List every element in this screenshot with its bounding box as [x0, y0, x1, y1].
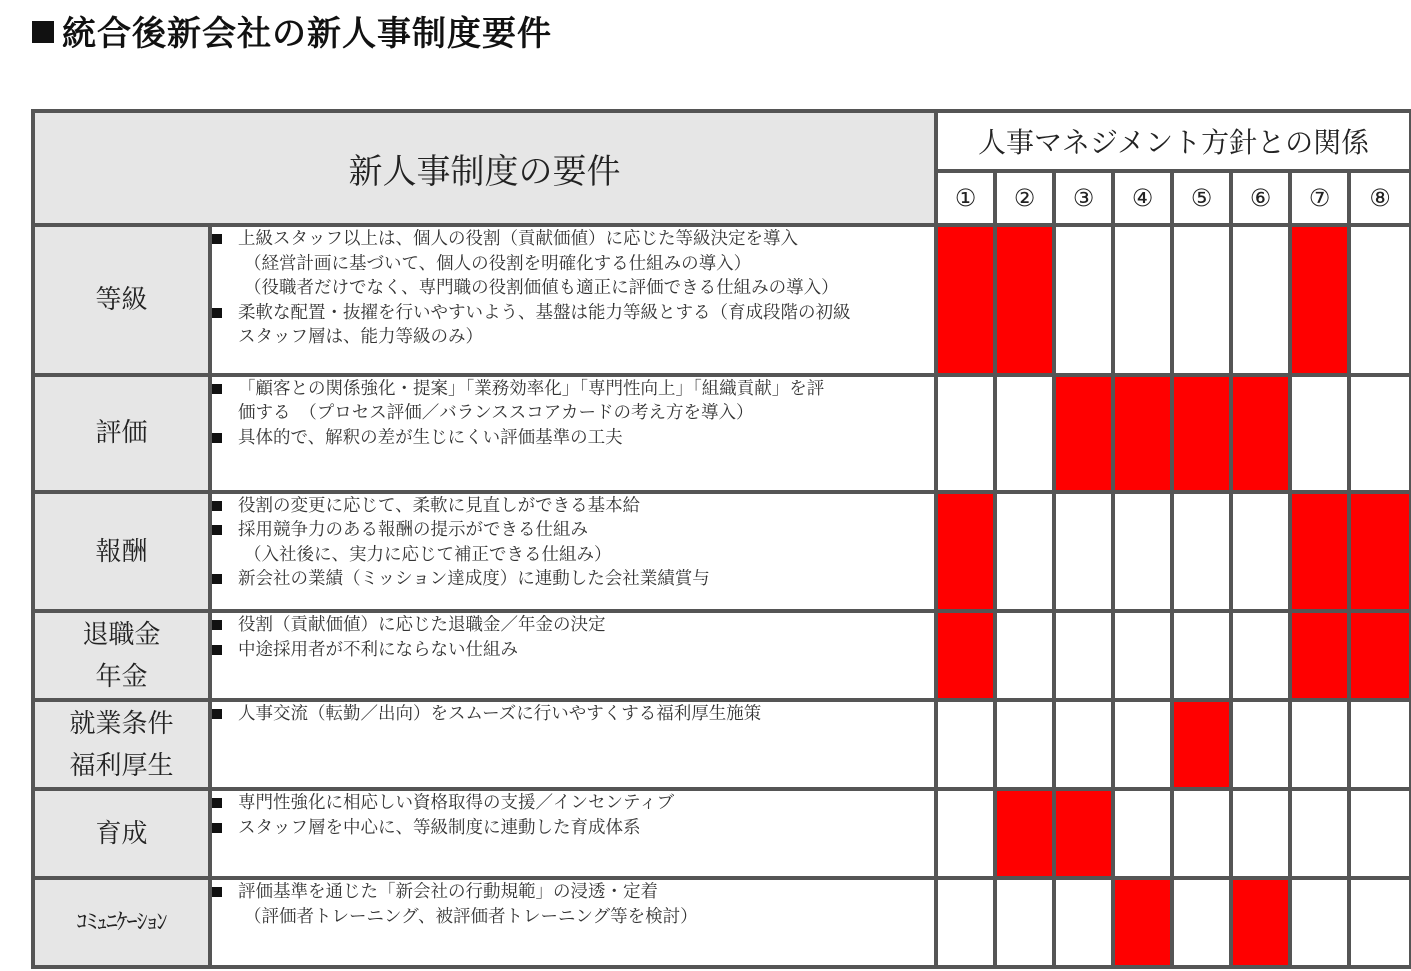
page-title [32, 6, 552, 55]
policy-number: ⑥ [1231, 171, 1290, 225]
requirement-description [210, 375, 936, 492]
requirement-text: 価する （プロセス評価／バランススコアカードの考え方を導入） [238, 403, 754, 424]
policy-mark-off [995, 878, 1054, 967]
policy-mark-off [995, 375, 1054, 492]
policy-mark-on [1113, 878, 1172, 967]
policy-mark-off [1231, 225, 1290, 375]
policy-mark-off [1349, 375, 1411, 492]
policy-mark-off [1349, 700, 1411, 789]
requirement-item [212, 227, 934, 301]
requirements-header: 新人事制度の要件 [33, 111, 936, 225]
policy-mark-off [1290, 375, 1349, 492]
requirement-item [212, 791, 934, 816]
requirement-text: （役職者だけでなく、専門職の役割価値も適正に評価できる仕組みの導入） [244, 278, 839, 298]
category-label: 等級 [95, 284, 148, 315]
policy-mark-off [995, 492, 1054, 611]
policy-number: ④ [1113, 171, 1172, 225]
requirement-description [210, 700, 936, 789]
policy-mark-off [1231, 700, 1290, 789]
policy-mark-on [1113, 375, 1172, 492]
requirement-item [212, 880, 934, 929]
category-cell [33, 878, 210, 967]
requirement-item [212, 426, 934, 451]
requirement-text: 役割の変更に応じて、柔軟に見直しができる基本給 [238, 495, 641, 516]
policy-mark-off [1054, 611, 1113, 700]
requirement-item [212, 613, 934, 638]
requirement-item [212, 638, 934, 663]
category-label: 福利厚生 [69, 750, 174, 781]
policy-number: ⑤ [1172, 171, 1231, 225]
policy-mark-off [1113, 492, 1172, 611]
requirement-row [33, 789, 1411, 878]
policy-mark-off [1113, 700, 1172, 789]
category-cell [33, 789, 210, 878]
policy-mark-off [1349, 789, 1411, 878]
policy-mark-off [995, 700, 1054, 789]
policy-mark-off [1113, 225, 1172, 375]
policy-mark-off [1054, 878, 1113, 967]
requirement-text: 専門性強化に相応しい資格取得の支援／インセンティブ [238, 793, 675, 814]
requirement-row [33, 225, 1411, 375]
policy-mark-on [936, 492, 995, 611]
policy-mark-off [995, 611, 1054, 700]
policy-mark-off [936, 878, 995, 967]
policy-number: ⑧ [1349, 171, 1411, 225]
requirement-item [212, 567, 934, 592]
category-cell [33, 375, 210, 492]
category-label: 就業条件 [69, 708, 174, 739]
category-cell [33, 225, 210, 375]
policy-mark-off [1172, 225, 1231, 375]
square-bullet-icon [32, 21, 54, 43]
policy-mark-on [995, 225, 1054, 375]
requirement-item [212, 816, 934, 841]
requirement-item [212, 301, 934, 350]
requirement-row [33, 375, 1411, 492]
category-cell [33, 700, 210, 789]
policy-number: ② [995, 171, 1054, 225]
category-label: 退職金 [82, 619, 161, 650]
page-title-text: 統合後新会社の新人事制度要件 [62, 14, 552, 54]
requirement-description [210, 611, 936, 700]
policy-mark-on [1349, 492, 1411, 611]
requirement-text: 具体的で、解釈の差が生じにくい評価基準の工夫 [238, 427, 623, 448]
requirement-text: スタッフ層は、能力等級のみ） [238, 327, 483, 347]
policy-mark-off [1113, 789, 1172, 878]
requirement-row [33, 611, 1411, 700]
requirement-text: 役割（貢献価値）に応じた退職金／年金の決定 [238, 615, 606, 636]
requirements-table [31, 109, 1411, 969]
header-row-top [33, 111, 1411, 171]
requirement-item [212, 518, 934, 567]
category-cell [33, 492, 210, 611]
policy-mark-on [1172, 700, 1231, 789]
requirement-text: 中途採用者が不利にならない仕組み [238, 639, 518, 660]
policy-mark-off [1349, 878, 1411, 967]
category-label: ｺﾐｭﾆｹｰｼｮﾝ [76, 909, 167, 935]
policy-relation-header: 人事マネジメント方針との関係 [936, 111, 1411, 171]
requirement-row [33, 878, 1411, 967]
policy-mark-off [1172, 492, 1231, 611]
policy-number: ③ [1054, 171, 1113, 225]
policy-mark-on [1172, 375, 1231, 492]
policy-mark-off [1172, 878, 1231, 967]
policy-mark-on [1054, 375, 1113, 492]
policy-mark-off [1054, 225, 1113, 375]
policy-mark-on [1054, 789, 1113, 878]
requirement-text: スタッフ層を中心に、等級制度に連動した育成体系 [238, 817, 641, 838]
policy-mark-on [936, 225, 995, 375]
policy-mark-on [1290, 492, 1349, 611]
requirement-text: 上級スタッフ以上は、個人の役割（貢献価値）に応じた等級決定を導入 [238, 229, 798, 249]
policy-mark-on [1349, 611, 1411, 700]
requirement-row [33, 492, 1411, 611]
policy-mark-off [1054, 700, 1113, 789]
policy-mark-off [1290, 878, 1349, 967]
requirement-text: 人事交流（転勤／出向）をスムーズに行いやすくする福利厚生施策 [238, 704, 762, 725]
requirement-text: （評価者トレーニング、被評価者トレーニング等を検討） [244, 906, 698, 927]
category-cell [33, 611, 210, 700]
policy-mark-off [1231, 492, 1290, 611]
policy-mark-off [1290, 789, 1349, 878]
requirement-text: 新会社の業績（ミッション達成度）に連動した会社業績賞与 [238, 569, 710, 590]
requirement-text: 採用競争力のある報酬の提示ができる仕組み [238, 520, 588, 541]
policy-mark-off [1172, 611, 1231, 700]
category-label: 報酬 [95, 536, 148, 567]
policy-mark-off [1349, 225, 1411, 375]
requirement-text: （経営計画に基づいて、個人の役割を明確化する仕組みの導入） [244, 253, 752, 274]
policy-mark-on [1290, 611, 1349, 700]
policy-mark-off [1113, 611, 1172, 700]
requirement-row [33, 700, 1411, 789]
policy-mark-off [1290, 700, 1349, 789]
policy-mark-off [936, 789, 995, 878]
category-label: 年金 [95, 661, 148, 692]
policy-mark-off [936, 375, 995, 492]
policy-mark-on [995, 789, 1054, 878]
category-label: 評価 [95, 418, 148, 449]
policy-mark-on [1231, 878, 1290, 967]
policy-mark-off [1172, 789, 1231, 878]
requirement-description [210, 789, 936, 878]
policy-mark-off [1054, 492, 1113, 611]
requirement-text: 評価基準を通じた「新会社の行動規範」の浸透・定着 [238, 882, 658, 902]
requirement-text: （入社後に、実力に応じて補正できる仕組み） [244, 544, 612, 565]
policy-mark-on [936, 611, 995, 700]
requirement-description [210, 492, 936, 611]
requirement-description [210, 225, 936, 375]
requirement-item [212, 702, 934, 727]
policy-mark-on [1231, 375, 1290, 492]
requirement-text: 柔軟な配置・抜擢を行いやすいよう、基盤は能力等級とする（育成段階の初級 [238, 302, 851, 323]
policy-number: ⑦ [1290, 171, 1349, 225]
requirement-item [212, 377, 934, 426]
requirement-item [212, 494, 934, 519]
category-label: 育成 [95, 818, 148, 849]
requirement-text: 「顧客との関係強化・提案」「業務効率化」「専門性向上」「組織貢献」を評 [238, 378, 825, 399]
policy-mark-off [936, 700, 995, 789]
policy-mark-on [1290, 225, 1349, 375]
policy-mark-off [1231, 611, 1290, 700]
requirement-description [210, 878, 936, 967]
policy-number: ① [936, 171, 995, 225]
policy-mark-off [1231, 789, 1290, 878]
